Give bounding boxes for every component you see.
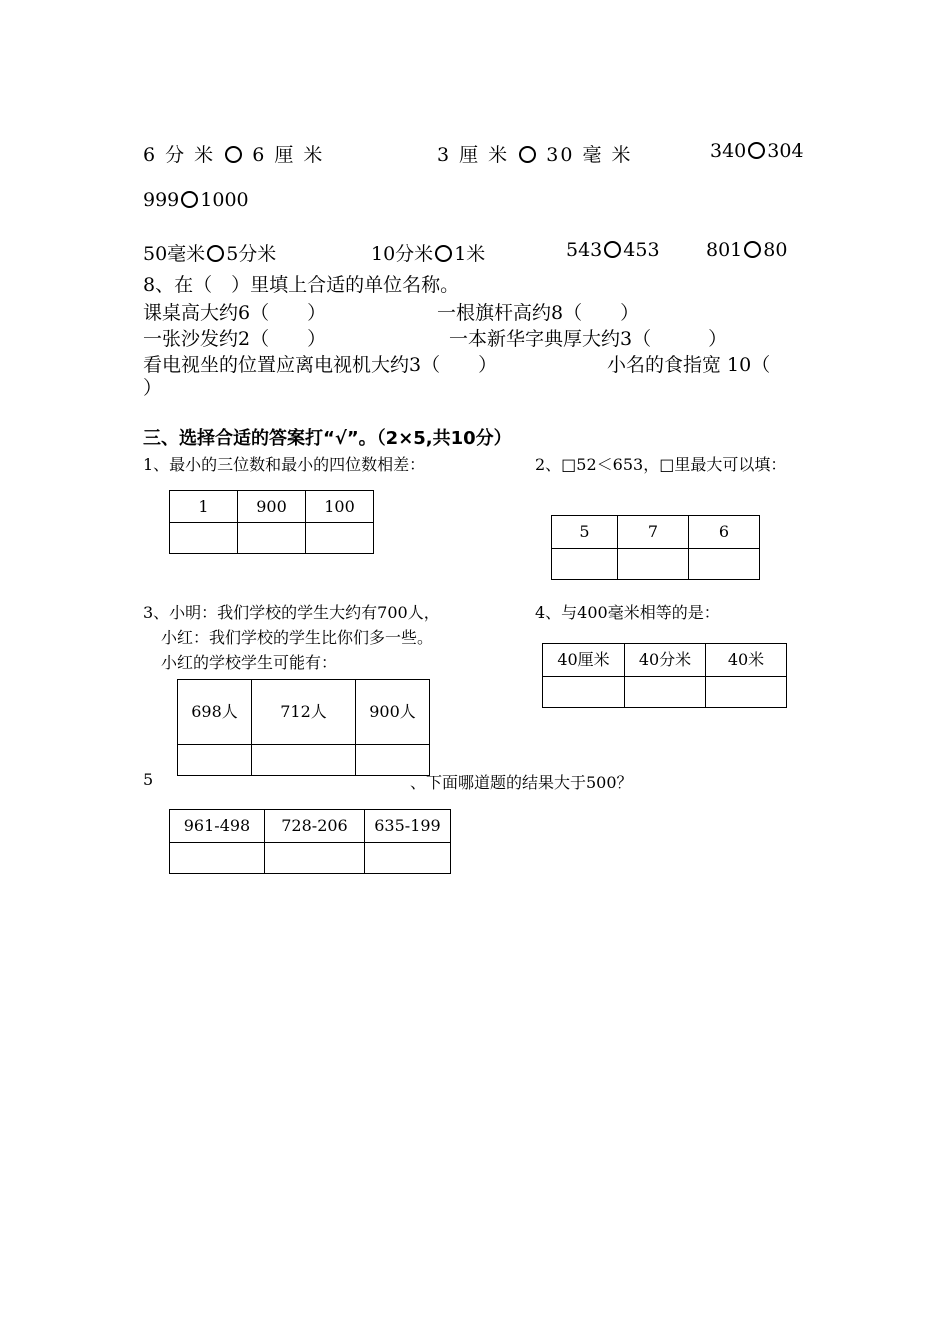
option-cell: 40米 [706,644,787,677]
compare-item: 543 453 [566,239,660,261]
question-text: 4、与400毫米相等的是： [535,603,720,622]
q8-title: 8、在（ ）里填上合适的单位名称。 [143,274,460,296]
answer-box[interactable] [543,677,625,708]
option-cell: 100 [306,491,374,523]
option-cell: 900人 [356,680,430,745]
answer-table [177,679,430,776]
question-text: 、下面哪道题的结果大于500？ [410,773,633,792]
section-heading: 三、选择合适的答案打“√”。（2×5,共10分） [143,428,512,449]
answer-box[interactable] [306,523,374,554]
question-text: 1、最小的三位数和最小的四位数相差： [143,455,426,474]
option-cell: 7 [618,516,689,549]
answer-box[interactable] [170,523,238,554]
option-cell: 712人 [252,680,356,745]
compare-item: 3 厘 米 30 毫 米 [437,144,633,166]
option-cell: 40分米 [625,644,706,677]
compare-circle[interactable] [748,142,765,159]
q8-line: ） [143,377,163,399]
answer-table [542,643,787,708]
answer-box[interactable] [625,677,706,708]
answer-box[interactable] [238,523,306,554]
answer-table [551,515,760,580]
compare-circle[interactable] [207,245,224,262]
compare-item: 801 80 [706,239,788,261]
option-cell: 635-199 [365,810,451,843]
question-number: 5 [143,770,154,789]
q8-line: 看电视坐的位置应离电视机大约3（ ） [143,354,498,376]
q8-line: 课桌高大约6（ ） [143,302,327,324]
answer-box[interactable] [365,843,451,874]
compare-item: 340 304 [710,140,804,162]
answer-box[interactable] [265,843,365,874]
question-text: 2、□52＜653，□里最大可以填： [535,455,787,474]
answer-box[interactable] [170,843,265,874]
answer-box[interactable] [706,677,787,708]
answer-box[interactable] [552,549,618,580]
compare-circle[interactable] [604,241,621,258]
compare-circle[interactable] [225,146,242,163]
compare-item: 10分米 1米 [371,243,486,265]
answer-table [169,490,374,554]
question-text: 小红：我们学校的学生比你们多一些。 [161,628,434,647]
compare-circle[interactable] [519,146,536,163]
option-cell: 728-206 [265,810,365,843]
compare-circle[interactable] [744,241,761,258]
compare-circle[interactable] [181,191,198,208]
question-text: 3、小明：我们学校的学生大约有700人， [143,603,440,622]
compare-item: 6 分 米 6 厘 米 [143,144,325,166]
compare-circle[interactable] [435,245,452,262]
answer-table [169,809,451,874]
option-cell: 961-498 [170,810,265,843]
answer-box[interactable] [178,745,252,776]
q8-line: 一张沙发约2（ ） [143,328,327,350]
answer-box[interactable] [252,745,356,776]
q8-line: 小名的食指宽 10（ [607,354,771,376]
option-cell: 900 [238,491,306,523]
option-cell: 698人 [178,680,252,745]
compare-item: 999 1000 [143,189,249,211]
answer-box[interactable] [618,549,689,580]
question-text: 小红的学校学生可能有： [161,653,338,672]
answer-box[interactable] [689,549,760,580]
compare-item: 50毫米 5分米 [143,243,277,265]
option-cell: 1 [170,491,238,523]
option-cell: 6 [689,516,760,549]
option-cell: 5 [552,516,618,549]
option-cell: 40厘米 [543,644,625,677]
q8-line: 一本新华字典厚大约3（ ） [449,328,728,350]
q8-line: 一根旗杆高约8（ ） [437,302,640,324]
